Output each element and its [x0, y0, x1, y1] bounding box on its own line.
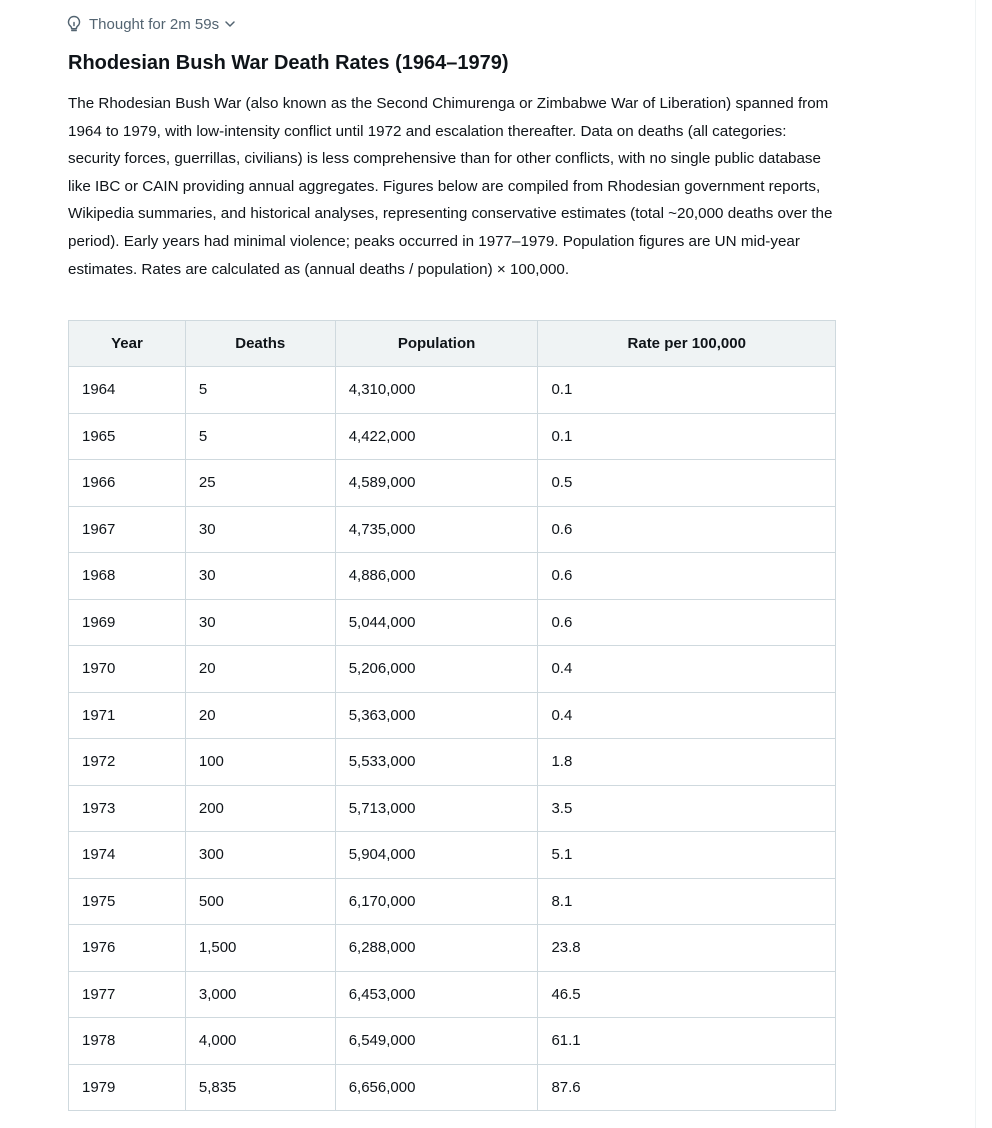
- cell-deaths: 20: [185, 692, 335, 739]
- cell-deaths: 3,000: [185, 971, 335, 1018]
- cell-rate: 0.1: [538, 367, 836, 414]
- table-row: [69, 878, 836, 925]
- cell-year: 1971: [69, 692, 186, 739]
- table-row: [69, 646, 836, 693]
- cell-year: 1970: [69, 646, 186, 693]
- cell-rate: 61.1: [538, 1018, 836, 1065]
- cell-year: 1973: [69, 785, 186, 832]
- cell-population: 4,735,000: [335, 506, 538, 553]
- cell-deaths: 30: [185, 599, 335, 646]
- response-title: Rhodesian Bush War Death Rates (1964–1979): [68, 52, 509, 74]
- cell-deaths: 4,000: [185, 1018, 335, 1065]
- cell-deaths: 5: [185, 367, 335, 414]
- cell-rate: 0.5: [538, 460, 836, 507]
- table-header-row: [69, 321, 836, 367]
- cell-population: 5,904,000: [335, 832, 538, 879]
- cell-population: 6,170,000: [335, 878, 538, 925]
- column-divider: [975, 0, 976, 1128]
- cell-population: 6,549,000: [335, 1018, 538, 1065]
- cell-year: 1967: [69, 506, 186, 553]
- cell-rate: 0.4: [538, 646, 836, 693]
- cell-year: 1966: [69, 460, 186, 507]
- chevron-down-icon: [223, 17, 237, 31]
- thought-toggle[interactable]: [66, 13, 237, 35]
- thought-label: Thought for 2m 59s: [89, 15, 220, 33]
- cell-year: 1979: [69, 1064, 186, 1111]
- cell-year: 1965: [69, 413, 186, 460]
- cell-rate: 0.1: [538, 413, 836, 460]
- cell-rate: 1.8: [538, 739, 836, 786]
- table-row: [69, 692, 836, 739]
- cell-year: 1974: [69, 832, 186, 879]
- table-row: [69, 506, 836, 553]
- cell-population: 6,656,000: [335, 1064, 538, 1111]
- cell-deaths: 300: [185, 832, 335, 879]
- cell-population: 6,288,000: [335, 925, 538, 972]
- cell-population: 4,589,000: [335, 460, 538, 507]
- table-row: [69, 1064, 836, 1111]
- header-population: Population: [335, 321, 538, 367]
- header-year: Year: [69, 321, 186, 367]
- table-row: [69, 599, 836, 646]
- cell-deaths: 5,835: [185, 1064, 335, 1111]
- cell-rate: 87.6: [538, 1064, 836, 1111]
- table-row: [69, 971, 836, 1018]
- cell-population: 5,206,000: [335, 646, 538, 693]
- table-row: [69, 367, 836, 414]
- table-row: [69, 460, 836, 507]
- table-row: [69, 413, 836, 460]
- cell-deaths: 25: [185, 460, 335, 507]
- table-row: [69, 832, 836, 879]
- cell-population: 5,044,000: [335, 599, 538, 646]
- cell-year: 1977: [69, 971, 186, 1018]
- cell-year: 1969: [69, 599, 186, 646]
- cell-rate: 0.6: [538, 506, 836, 553]
- table-row: [69, 553, 836, 600]
- cell-deaths: 1,500: [185, 925, 335, 972]
- header-rate: Rate per 100,000: [538, 321, 836, 367]
- cell-year: 1975: [69, 878, 186, 925]
- cell-rate: 46.5: [538, 971, 836, 1018]
- intro-paragraph: The Rhodesian Bush War (also known as the Second Chimurenga or Zimbabwe War of Liberation) spanned from 1964 to 1979, with low-intensity conflict until 1972 and escalation thereafter. Data on deaths (all categories: security forces, guerrillas, civilians) is less comprehensive than for other conflicts, with no single public database like IBC or CAIN providing annual aggregates. Figures below are compiled from Rhodesian government reports, Wikipedia summaries, and historical analyses, representing conservative estimates (total ~20,000 deaths over the period). Early years had minimal violence; peaks occurred in 1977–1979. Population figures are UN mid-year estimates. Rates are calculated as (annual deaths / population) × 100,000.: [68, 95, 833, 278]
- cell-population: 4,422,000: [335, 413, 538, 460]
- cell-year: 1968: [69, 553, 186, 600]
- cell-population: 5,713,000: [335, 785, 538, 832]
- cell-year: 1978: [69, 1018, 186, 1065]
- cell-year: 1972: [69, 739, 186, 786]
- cell-rate: 23.8: [538, 925, 836, 972]
- cell-deaths: 5: [185, 413, 335, 460]
- cell-deaths: 500: [185, 878, 335, 925]
- cell-rate: 0.6: [538, 599, 836, 646]
- table-row: [69, 1018, 836, 1065]
- cell-population: 5,533,000: [335, 739, 538, 786]
- cell-year: 1964: [69, 367, 186, 414]
- cell-rate: 0.4: [538, 692, 836, 739]
- cell-rate: 0.6: [538, 553, 836, 600]
- cell-population: 5,363,000: [335, 692, 538, 739]
- header-deaths: Deaths: [185, 321, 335, 367]
- death-rates-table: [68, 320, 836, 1111]
- cell-rate: 8.1: [538, 878, 836, 925]
- table-row: [69, 925, 836, 972]
- cell-year: 1976: [69, 925, 186, 972]
- cell-deaths: 30: [185, 506, 335, 553]
- table-row: [69, 739, 836, 786]
- cell-population: 4,310,000: [335, 367, 538, 414]
- cell-deaths: 20: [185, 646, 335, 693]
- cell-deaths: 200: [185, 785, 335, 832]
- table-row: [69, 785, 836, 832]
- cell-rate: 5.1: [538, 832, 836, 879]
- lightbulb-icon: [66, 15, 82, 33]
- cell-rate: 3.5: [538, 785, 836, 832]
- cell-deaths: 30: [185, 553, 335, 600]
- cell-population: 4,886,000: [335, 553, 538, 600]
- cell-deaths: 100: [185, 739, 335, 786]
- cell-population: 6,453,000: [335, 971, 538, 1018]
